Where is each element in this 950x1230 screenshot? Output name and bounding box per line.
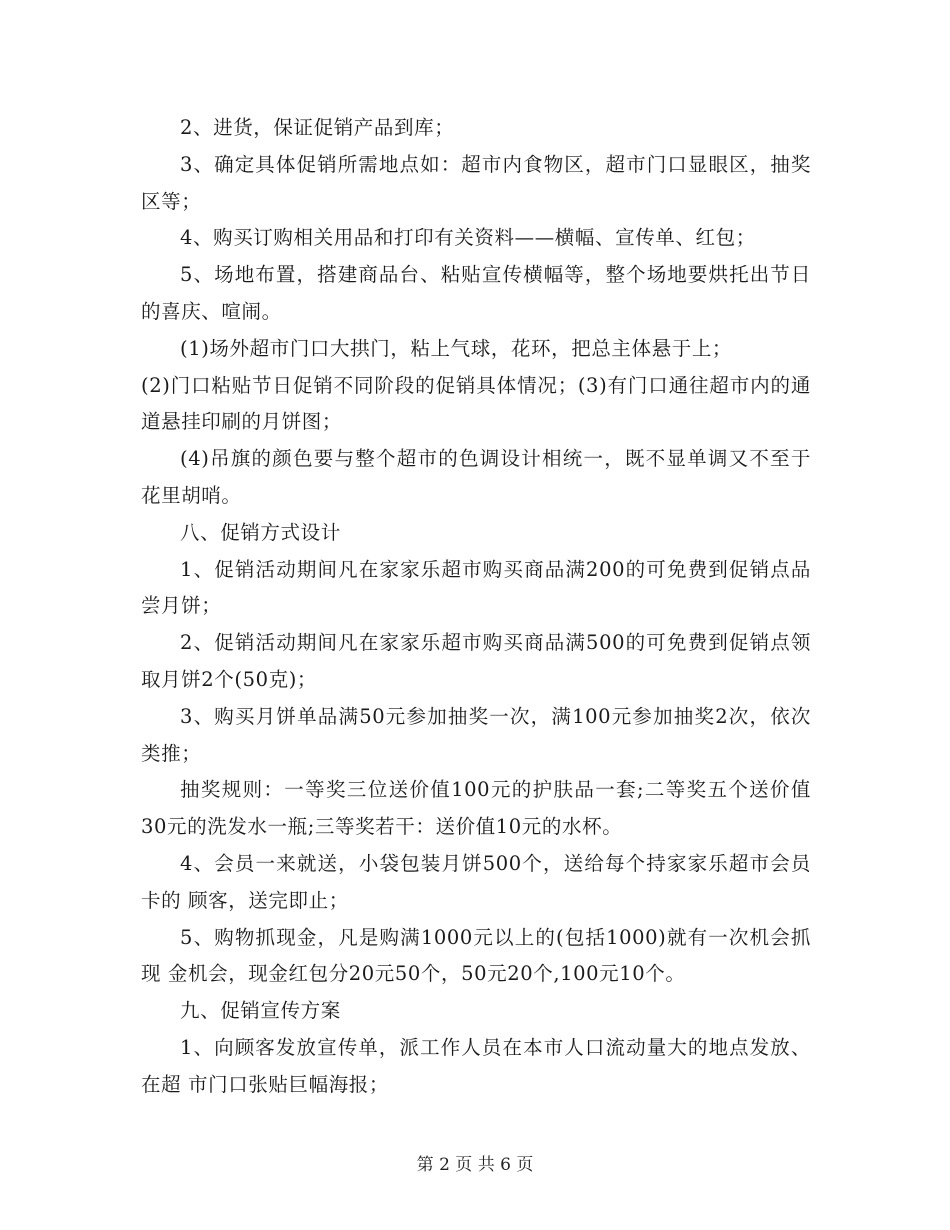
paragraph: 5、购物抓现金，凡是购满1000元以上的(包括1000)就有一次机会抓现 金机会，现金红包分20元50个，50元20个,100元10个。 — [141, 925, 811, 986]
paragraph: (1)场外超市门口大拱门，粘上气球，花环，把总主体悬于上； — [180, 336, 733, 360]
paragraph: 九、促销宣传方案 — [180, 999, 341, 1023]
document-body — [141, 110, 811, 1104]
paragraph: 2、促销活动期间凡在家家乐超市购买商品满500的可免费到促销点领取月饼2个(50克)； — [141, 631, 811, 691]
paragraph: 抽奖规则：一等奖三位送价值100元的护肤品一套;二等奖五个送价值 30元的洗发水一瓶;三等奖若干：送价值10元的水杯。 — [141, 778, 811, 839]
paragraph: 3、购买月饼单品满50元参加抽奖一次，满100元参加抽奖2次，依次类推； — [141, 704, 811, 765]
paragraph: 1、促销活动期间凡在家家乐超市购买商品满200的可免费到促销点品尝月饼； — [141, 557, 811, 618]
paragraph: 2、进货，保证促销产品到库； — [180, 116, 455, 139]
paragraph: 5、场地布置，搭建商品台、粘贴宣传横幅等，整个场地要烘托出节日的喜庆、喧闹。 — [141, 263, 811, 323]
paragraph: 八、促销方式设计 — [180, 520, 341, 544]
paragraph: (2)门口粘贴节日促销不同阶段的促销具体情况；(3)有门口通往超市内的通道悬挂印刷的月饼图； — [141, 373, 811, 434]
paragraph: (4)吊旗的颜色要与整个超市的色调设计相统一，既不显单调又不至于花里胡哨。 — [141, 447, 811, 507]
paragraph: 3、确定具体促销所需地点如：超市内食物区，超市门口显眼区，抽奖区等； — [141, 152, 811, 213]
paragraph: 4、会员一来就送，小袋包装月饼500个，送给每个持家家乐超市会员卡的 顾客，送完即止； — [141, 851, 811, 912]
page-footer: 第 2 页 共 6 页 — [416, 1155, 534, 1175]
paragraph: 4、购买订购相关用品和打印有关资料——横幅、宣传单、红包； — [180, 226, 756, 250]
paragraph: 1、向顾客发放宣传单，派工作人员在本市人口流动量大的地点发放、在超 市门口张贴巨幅海报； — [141, 1035, 811, 1096]
